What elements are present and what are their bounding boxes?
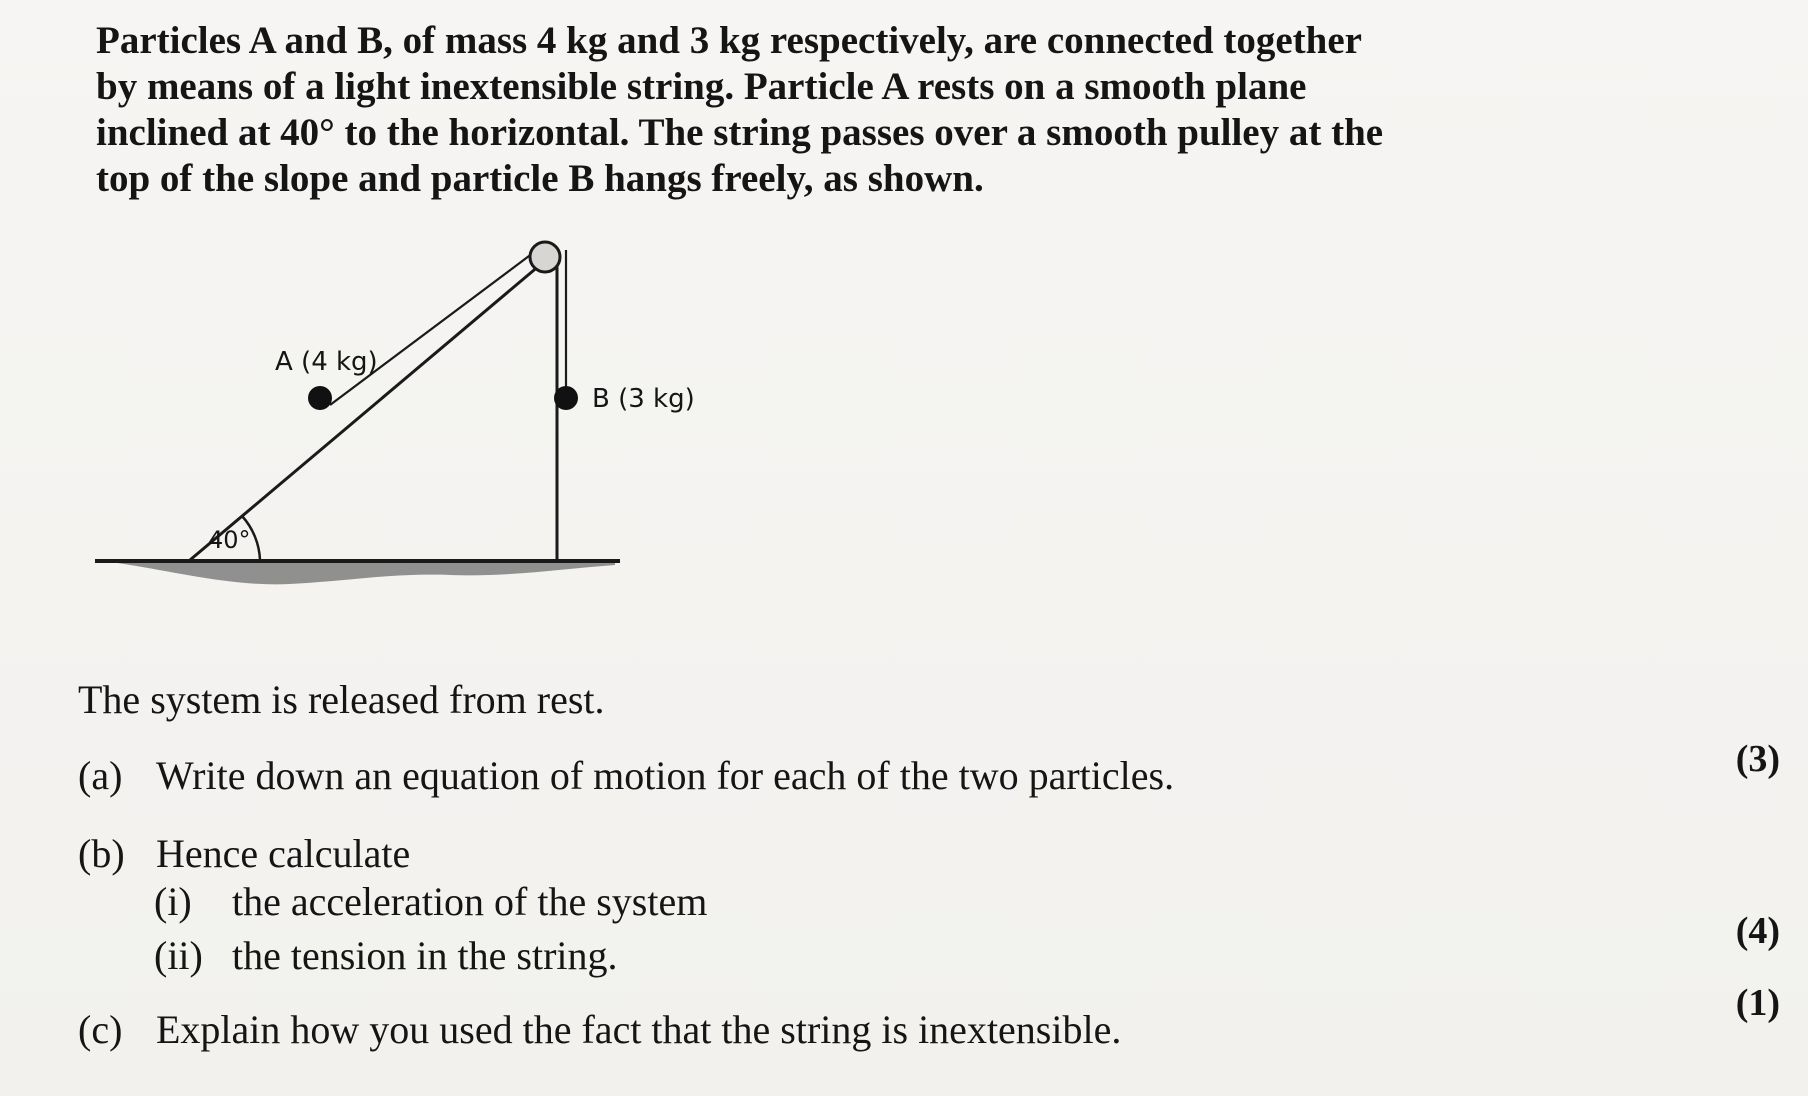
label-particle-a: A (4 kg) (275, 347, 378, 377)
question-b-i-label: (i) (154, 879, 192, 924)
question-b-i (154, 878, 707, 926)
marks-c: (1) (1735, 982, 1780, 1024)
marks-b: (4) (1735, 910, 1780, 952)
intro-line-2: by means of a light inextensible string. Particle A rests on a smooth plane (96, 65, 1307, 108)
question-b-ii-label: (ii) (154, 933, 203, 978)
question-b-i-text: the acceleration of the system (232, 879, 708, 924)
intro-line-4: top of the slope and particle B hangs freely, as shown. (96, 157, 984, 200)
question-a (78, 752, 1174, 800)
question-b-text: Hence calculate (156, 831, 411, 876)
question-b-ii (154, 932, 618, 980)
pulley (530, 242, 560, 272)
question-c-text: Explain how you used the fact that the string is inextensible. (156, 1007, 1122, 1052)
ground-shading (110, 561, 615, 584)
question-b-label: (b) (78, 831, 125, 876)
particle-a (308, 386, 332, 410)
question-b (78, 830, 410, 878)
string-along-slope (330, 244, 545, 405)
question-stem: The system is released from rest. (78, 677, 605, 722)
inclined-plane-pulley-diagram (90, 235, 695, 615)
question-c (78, 1006, 1121, 1054)
label-angle: 40° (208, 526, 251, 554)
label-particle-b: B (3 kg) (592, 384, 695, 414)
intro-line-3: inclined at 40° to the horizontal. The string passes over a smooth pulley at the (96, 111, 1384, 154)
intro-line-1: Particles A and B, of mass 4 kg and 3 kg respectively, are connected together (96, 19, 1362, 62)
problem-introduction (96, 18, 1396, 202)
marks-a: (3) (1735, 738, 1780, 780)
question-b-ii-text: the tension in the string. (232, 933, 618, 978)
question-a-text: Write down an equation of motion for each of the two particles. (156, 753, 1175, 798)
particle-b (554, 386, 578, 410)
question-a-label: (a) (78, 753, 123, 798)
question-c-label: (c) (78, 1007, 123, 1052)
